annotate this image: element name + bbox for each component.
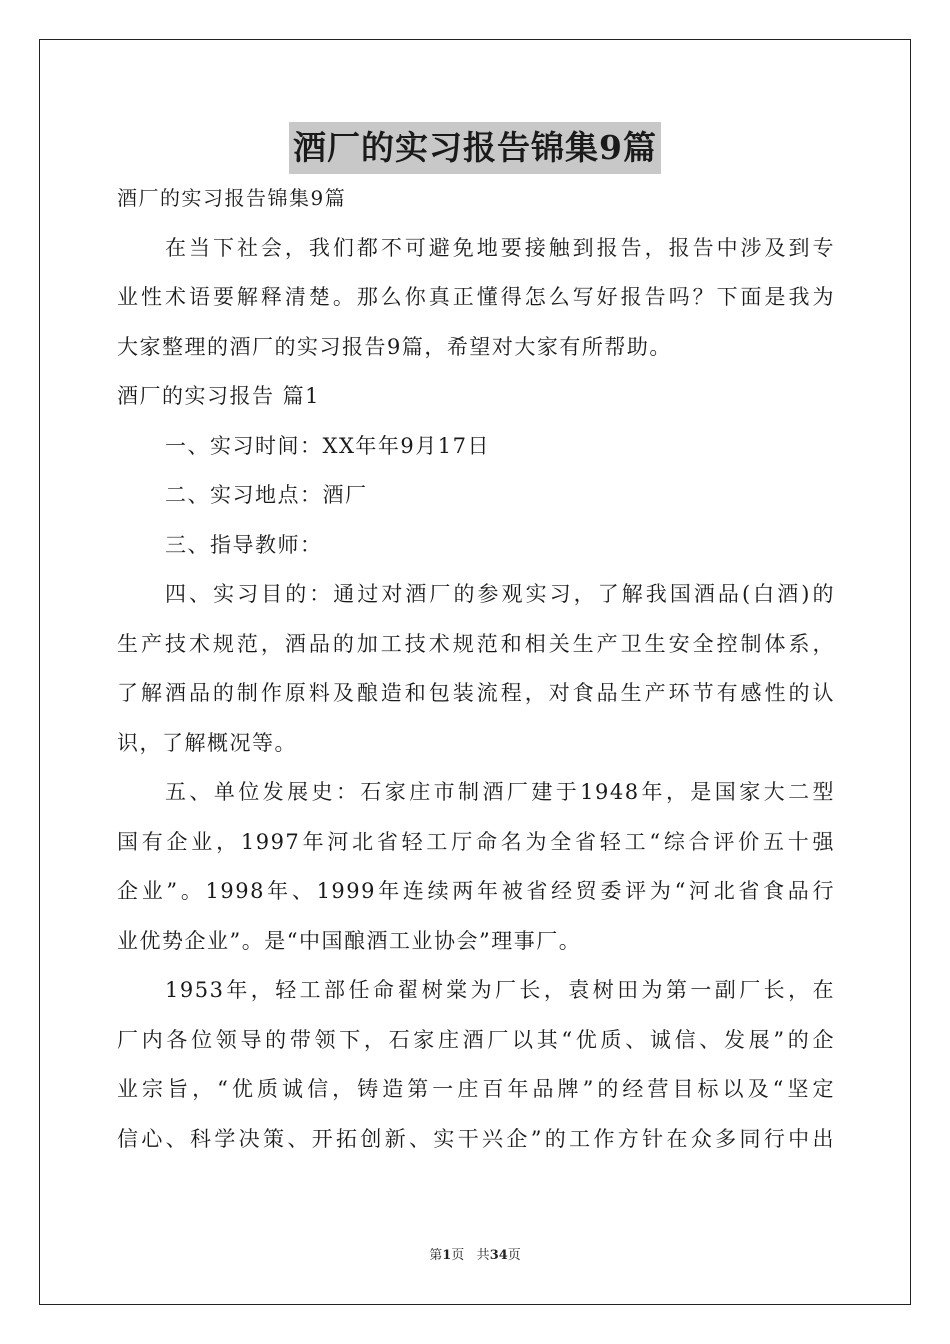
footer-total-pages: 34 <box>489 1248 508 1263</box>
title-container <box>0 122 950 174</box>
body-line: 国有企业，1997年河北省轻工厅命名为全省轻工“综合评价五十强 <box>117 829 835 854</box>
body-line: 了解酒品的制作原料及酿造和包装流程，对食品生产环节有感性的认 <box>117 681 835 705</box>
body-line: 生产技术规范，酒品的加工技术规范和相关生产卫生安全控制体系， <box>117 631 835 656</box>
body-line: 二、实习地点：酒厂 <box>165 483 368 507</box>
body-line: 酒厂的实习报告 篇1 <box>117 384 321 408</box>
body-lines <box>117 224 835 1165</box>
footer-total-suffix: 页 <box>507 1248 521 1263</box>
body-line: 信心、科学决策、开拓创新、实干兴企”的工作方针在众多同行中出 <box>117 1126 835 1151</box>
footer-page-prefix: 第 <box>429 1248 443 1263</box>
footer-total-prefix: 共 <box>476 1248 490 1263</box>
body-line: 大家整理的酒厂的实习报告9篇，希望对大家有所帮助。 <box>117 334 672 359</box>
body-line: 在当下社会，我们都不可避免地要接触到报告，报告中涉及到专 <box>165 235 835 260</box>
body-line: 三、指导教师： <box>165 532 323 557</box>
body-line: 业优势企业”。是“中国酿酒工业协会”理事厂。 <box>117 928 582 953</box>
body-line: 识，了解概况等。 <box>117 730 297 755</box>
document-subtitle: 酒厂的实习报告锦集9篇 <box>117 186 347 210</box>
page-footer <box>0 1244 950 1263</box>
body-line: 厂内各位领导的带领下，石家庄酒厂以其“优质、诚信、发展”的企 <box>117 1027 835 1052</box>
footer-page-suffix: 页 <box>451 1248 465 1263</box>
body-line: 企业”。1998年、1999年连续两年被省经贸委评为“河北省食品行 <box>117 879 835 903</box>
document-body <box>117 174 835 1164</box>
body-line: 业宗旨，“优质诚信，铸造第一庄百年品牌”的经营目标以及“坚定 <box>117 1077 835 1101</box>
body-line: 业性术语要解释清楚。那么你真正懂得怎么写好报告吗？下面是我为 <box>117 285 835 309</box>
body-line: 一、实习时间：XX年年9月17日 <box>165 433 490 458</box>
body-line: 五、单位发展史：石家庄市制酒厂建于1948年，是国家大二型 <box>165 780 835 804</box>
body-line: 1953年，轻工部任命翟树棠为厂长，袁树田为第一副厂长，在 <box>165 978 835 1002</box>
document-title: 酒厂的实习报告锦集9篇 <box>289 122 661 174</box>
footer-page-number: 1 <box>442 1248 452 1263</box>
body-line: 四、实习目的：通过对酒厂的参观实习，了解我国酒品(白酒)的 <box>165 582 835 606</box>
